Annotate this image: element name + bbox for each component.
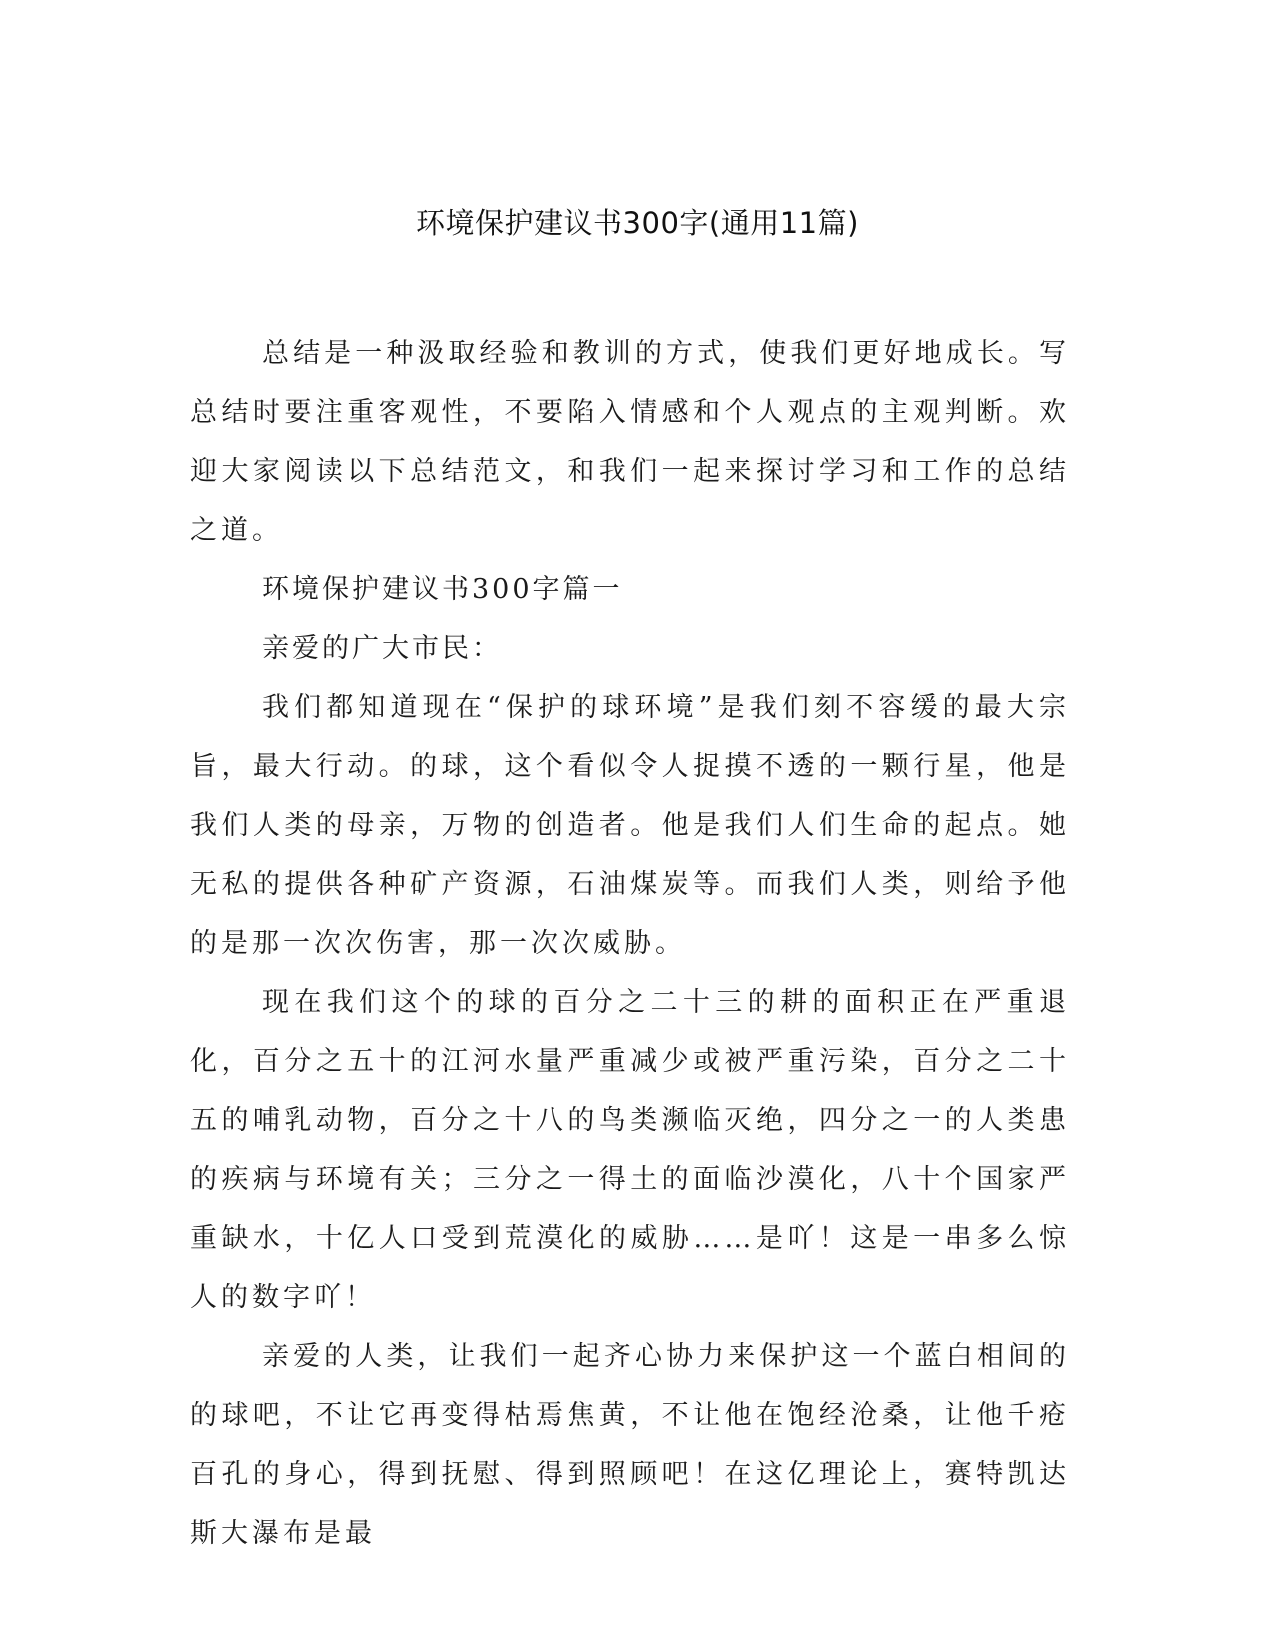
document-title: 环境保护建议书300字(通用11篇) [416,206,859,240]
salutation: 亲爱的广大市民： [262,633,502,664]
body-paragraph: 现在我们这个的球的百分之二十三的耕的面积正在严重退化，百分之五十的江河水量严重减少或被严重污染，百分之二十五的哺乳动物，百分之十八的鸟类濒临灭绝，四分之一的人类患的疾病与环境有关；三分之一得土的面临沙漠化，八十个国家严重缺水，十亿人口受到荒漠化的威胁……是吖！这是一串多么惊人的数字吖！ [190,987,1070,1313]
body-paragraph: 我们都知道现在“保护的球环境”是我们刻不容缓的最大宗旨，最大行动。的球，这个看似令人捉摸不透的一颗行星，他是我们人类的母亲，万物的创造者。他是我们人们生命的起点。她无私的提供各种矿产资源，石油煤炭等。而我们人类，则给予他的是那一次次伤害，那一次次威胁。 [190,692,1070,959]
document-body [190,324,1070,1563]
section-heading: 环境保护建议书300字篇一 [262,574,623,605]
body-paragraph: 亲爱的人类，让我们一起齐心协力来保护这一个蓝白相间的的球吧，不让它再变得枯焉焦黄，不让他在饱经沧桑，让他千疮百孔的身心，得到抚慰、得到照顾吧！在这亿理论上，赛特凯达斯大瀑布是最 [190,1341,1070,1549]
intro-paragraph: 总结是一种汲取经验和教训的方式，使我们更好地成长。写总结时要注重客观性，不要陷入情感和个人观点的主观判断。欢迎大家阅读以下总结范文，和我们一起来探讨学习和工作的总结之道。 [190,338,1070,546]
